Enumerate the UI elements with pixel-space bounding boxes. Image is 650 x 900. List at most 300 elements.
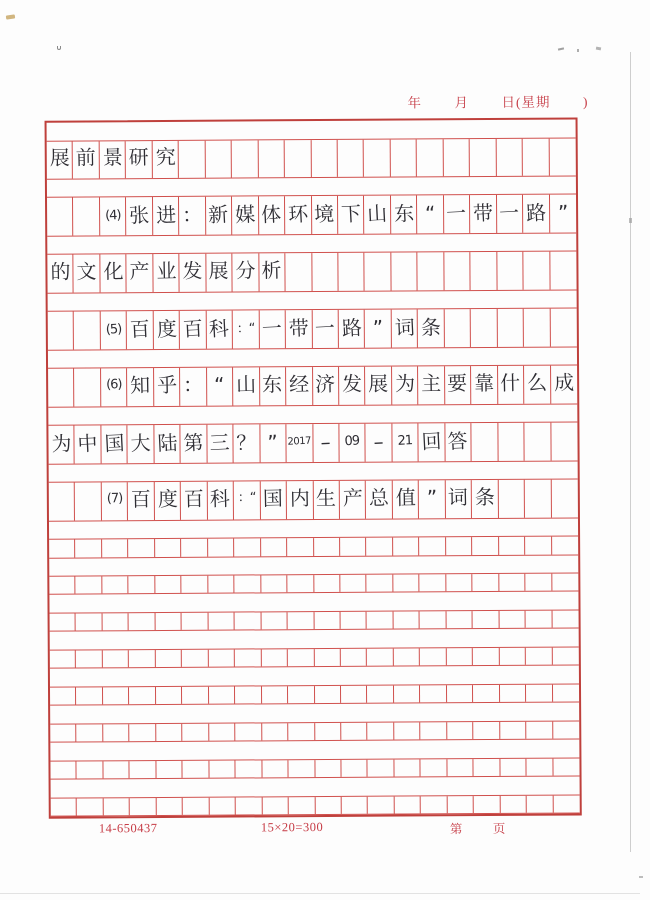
grid-cell xyxy=(101,368,128,406)
grid-cell xyxy=(74,312,101,350)
grid-cell xyxy=(288,649,315,667)
grid-cell xyxy=(286,310,313,348)
grid-cell xyxy=(498,423,525,461)
grid-cell xyxy=(527,795,554,813)
grid-cell xyxy=(445,366,472,404)
handwriting-char: 总 xyxy=(368,485,390,510)
grid-cell xyxy=(471,366,498,404)
grid-cell xyxy=(417,196,444,234)
handwriting-char: 一 xyxy=(446,200,468,226)
grid-cell xyxy=(497,195,524,233)
grid-cell xyxy=(392,367,419,405)
grid-cell xyxy=(156,761,183,779)
grid-cell xyxy=(523,138,550,176)
grid-cell xyxy=(421,759,448,777)
grid-cell xyxy=(183,797,210,815)
grid-cell xyxy=(236,797,263,815)
grid-cell xyxy=(155,539,182,557)
grid-cell xyxy=(181,482,208,520)
grid-cell xyxy=(153,197,180,235)
grid-cell xyxy=(259,311,286,349)
grid-cell xyxy=(314,538,341,556)
grid-cell xyxy=(473,611,500,629)
grid-cell xyxy=(182,723,209,741)
grid-cell xyxy=(77,761,104,779)
grid-cell xyxy=(234,482,261,520)
grid-cell xyxy=(417,139,444,177)
grid-cell xyxy=(130,761,157,779)
handwriting-char: 东 xyxy=(262,372,283,397)
grid-row xyxy=(47,194,576,237)
grid-cell xyxy=(261,612,288,630)
grid-cell xyxy=(368,796,395,814)
grid-cell xyxy=(471,252,498,290)
grid-cell xyxy=(394,722,421,740)
grid-cell xyxy=(395,796,422,814)
handwriting-char: 成 xyxy=(553,370,575,395)
grid-cell xyxy=(154,425,181,463)
grid-cell xyxy=(338,253,365,291)
grid-cell xyxy=(104,798,131,816)
grid-cell xyxy=(447,759,474,777)
handwriting-char: 前 xyxy=(75,145,97,170)
grid-cell xyxy=(74,369,101,407)
grid-cell xyxy=(340,538,367,556)
grid-cell xyxy=(314,686,341,704)
handwriting-char: 国 xyxy=(103,430,125,456)
handwriting-char: 的 xyxy=(49,259,71,284)
grid-cell xyxy=(50,687,77,705)
grid-cell xyxy=(311,139,338,177)
grid-cell xyxy=(367,648,394,666)
grid-cell xyxy=(500,685,527,703)
grid-cell xyxy=(364,139,391,177)
grid-cell xyxy=(421,796,448,814)
grid-cell xyxy=(209,760,236,778)
grid-cell xyxy=(179,140,206,178)
grid-cell xyxy=(288,612,315,630)
grid-cell xyxy=(551,366,578,404)
grid-cell xyxy=(420,574,447,592)
grid-cell xyxy=(420,611,447,629)
grid-cell xyxy=(393,537,420,555)
grid-cell xyxy=(207,425,234,463)
handwriting-char: 乎 xyxy=(156,372,177,398)
grid-cell xyxy=(447,685,474,703)
grid-cell xyxy=(76,576,103,594)
grid-cell xyxy=(154,368,181,406)
grid-cell xyxy=(234,538,261,556)
grid-cell xyxy=(314,575,341,593)
grid-cell xyxy=(552,610,579,628)
grid-cell xyxy=(340,575,367,593)
grid-cell xyxy=(48,369,75,407)
handwriting-char: 一 xyxy=(498,200,521,226)
grid-cell xyxy=(285,197,312,235)
grid-cell xyxy=(100,198,127,236)
grid-cell xyxy=(47,255,74,293)
handwriting-char: 路 xyxy=(340,315,363,341)
handwriting-char: 为 xyxy=(394,371,415,396)
grid-cell xyxy=(208,649,235,667)
grid-row xyxy=(47,137,576,180)
grid-cell xyxy=(341,722,368,740)
grid-cell xyxy=(130,724,157,742)
grid-cell xyxy=(101,312,128,350)
grid-cell xyxy=(313,424,340,462)
grid-cell xyxy=(553,684,580,702)
grid-cell xyxy=(473,722,500,740)
handwriting-char: 要 xyxy=(447,370,468,396)
grid-cell xyxy=(420,648,447,666)
grid-cell xyxy=(233,368,260,406)
page-number-suffix: 页 xyxy=(492,821,506,836)
grid-cell xyxy=(470,138,497,176)
grid-cell xyxy=(288,723,315,741)
grid-cell xyxy=(394,685,421,703)
grid-cell xyxy=(77,798,104,816)
grid-cell xyxy=(446,574,473,592)
grid-cell xyxy=(446,537,473,555)
handwriting-char: 产 xyxy=(342,485,363,510)
grid-cell xyxy=(260,481,287,519)
grid-cell xyxy=(50,650,77,668)
grid-cell xyxy=(392,310,419,348)
grid-cell xyxy=(76,687,103,705)
grid-cell xyxy=(76,539,103,557)
handwriting-char: 分 xyxy=(235,258,256,283)
handwriting-char: (5) xyxy=(105,321,122,338)
grid-cell xyxy=(315,760,342,778)
grid-cell xyxy=(287,538,314,556)
grid-cell xyxy=(526,721,553,739)
grid-cell xyxy=(209,797,236,815)
grid-cell xyxy=(262,760,289,778)
grid-cell xyxy=(261,649,288,667)
handwriting-char: 张 xyxy=(128,202,150,228)
handwriting-char: 生 xyxy=(315,485,337,511)
handwriting-char: 析 xyxy=(261,258,283,283)
grid-cell xyxy=(526,684,553,702)
handwriting-char: 中 xyxy=(77,430,99,456)
grid-cell xyxy=(499,611,526,629)
grid-cell xyxy=(103,687,130,705)
grid-cell xyxy=(103,724,130,742)
grid-cell xyxy=(472,423,499,461)
handwriting-char: 发 xyxy=(182,258,203,284)
grid-cell xyxy=(206,311,233,349)
grid-cell xyxy=(473,648,500,666)
grid-cell xyxy=(47,198,74,236)
grid-cell xyxy=(447,648,474,666)
handwriting-char: ？ xyxy=(235,429,257,455)
grid-cell xyxy=(207,482,234,520)
grid-cell xyxy=(364,196,391,234)
grid-cell xyxy=(182,650,209,668)
grid-cell xyxy=(499,648,526,666)
grid-cell xyxy=(497,252,524,290)
grid-cell xyxy=(205,140,232,178)
handwriting-char: 济 xyxy=(315,371,336,397)
grid-cell xyxy=(551,480,578,518)
grid-cell xyxy=(313,481,340,519)
date-header-close-paren: ) xyxy=(582,94,589,110)
grid-cell xyxy=(550,252,577,290)
grid-cell xyxy=(445,480,472,518)
grid-cell xyxy=(445,423,472,461)
grid-cell xyxy=(261,575,288,593)
grid-cell xyxy=(126,197,153,235)
date-header-month: 月 xyxy=(454,95,469,111)
grid-cell xyxy=(471,309,498,347)
grid-cell xyxy=(182,613,209,631)
grid-cell xyxy=(259,197,286,235)
handwriting-char: 陆 xyxy=(156,430,178,456)
grid-cell xyxy=(418,310,445,348)
handwriting-char: 新 xyxy=(207,202,230,228)
grid-cell xyxy=(499,537,526,555)
grid-cell xyxy=(235,723,262,741)
grid-cell xyxy=(51,798,78,816)
grid-cell xyxy=(392,424,419,462)
grid-cell xyxy=(50,761,77,779)
grid-row xyxy=(47,251,576,294)
grid-cell xyxy=(129,650,156,668)
handwriting-char: 知 xyxy=(129,372,151,398)
handwriting-char: 展 xyxy=(208,258,230,283)
grid-cell xyxy=(260,424,287,462)
grid-cell xyxy=(549,138,576,176)
grid-cell xyxy=(525,537,552,555)
grid-cell xyxy=(523,252,550,290)
grid-cell xyxy=(102,539,129,557)
grid-cell xyxy=(314,612,341,630)
handwriting-char: ” xyxy=(426,485,438,510)
grid-cell xyxy=(74,255,101,293)
grid-cell xyxy=(312,310,339,348)
handwriting-char: 展 xyxy=(368,371,389,396)
grid-cell xyxy=(153,254,180,292)
manuscript-grid xyxy=(45,117,582,818)
grid-cell xyxy=(393,574,420,592)
grid-cell xyxy=(73,141,100,179)
grid-cell xyxy=(496,138,523,176)
grid-cell xyxy=(473,685,500,703)
grid-cell xyxy=(368,722,395,740)
grid-cell xyxy=(206,197,233,235)
grid-cell xyxy=(340,481,367,519)
grid-cell xyxy=(315,723,342,741)
grid-cell xyxy=(420,685,447,703)
grid-cell xyxy=(341,759,368,777)
handwriting-char: 词 xyxy=(393,315,415,341)
grid-cell xyxy=(498,366,525,404)
grid-cell xyxy=(208,539,235,557)
grid-cell xyxy=(338,196,365,234)
grid-cell xyxy=(500,722,527,740)
grid-cell xyxy=(394,759,421,777)
grid-cell xyxy=(126,141,153,179)
grid-cell xyxy=(103,761,130,779)
grid-cell xyxy=(394,648,421,666)
grid-cell xyxy=(474,759,501,777)
grid-cell xyxy=(209,723,236,741)
grid-cell xyxy=(236,760,263,778)
grid-cell xyxy=(550,195,577,233)
grid-cell xyxy=(418,253,445,291)
handwriting-char: 发 xyxy=(341,371,363,397)
grid-cell xyxy=(527,758,554,776)
grid-cell xyxy=(365,310,392,348)
handwriting-char: 大 xyxy=(130,430,152,456)
grid-cell xyxy=(338,139,365,177)
handwriting-char: 下 xyxy=(340,201,362,227)
grid-cell xyxy=(127,311,154,349)
grid-row xyxy=(48,365,577,408)
grid-cell xyxy=(100,255,127,293)
grid-cell xyxy=(258,140,285,178)
grid-cell xyxy=(102,576,129,594)
handwriting-char: 为 xyxy=(50,431,72,457)
grid-cell xyxy=(128,539,155,557)
grid-cell xyxy=(341,686,368,704)
grid-cell xyxy=(76,650,103,668)
grid-cell xyxy=(262,723,289,741)
grid-cell xyxy=(206,254,233,292)
grid-cell xyxy=(470,195,497,233)
grid-cell xyxy=(499,574,526,592)
handwriting-char: 带 xyxy=(472,200,494,226)
handwriting-char: 度 xyxy=(157,486,178,512)
grid-row xyxy=(48,422,577,465)
paper-stock-code: 14-650437 xyxy=(98,821,158,836)
grid-cell xyxy=(421,722,448,740)
grid-cell xyxy=(209,686,236,704)
handwriting-char: – xyxy=(373,429,385,454)
handwriting-char: 文 xyxy=(76,259,97,284)
grid-cell xyxy=(156,687,183,705)
grid-cell xyxy=(182,687,209,705)
grid-cell xyxy=(100,141,127,179)
handwriting-char: 百 xyxy=(182,316,204,342)
handwriting-char: 2017 xyxy=(287,435,312,448)
handwriting-char: ： xyxy=(182,372,204,397)
grid-cell xyxy=(366,481,393,519)
grid-cell xyxy=(447,796,474,814)
grid-cell xyxy=(500,795,527,813)
grid-cell xyxy=(234,575,261,593)
grid-cell xyxy=(419,480,446,518)
grid-cell xyxy=(285,140,312,178)
grid-cell xyxy=(390,139,417,177)
handwriting-char: 路 xyxy=(525,200,547,226)
handwriting-char: 什 xyxy=(500,370,521,396)
handwriting-char: 进 xyxy=(155,202,177,228)
grid-cell xyxy=(446,611,473,629)
grid-cell xyxy=(391,253,418,291)
grid-cell xyxy=(525,480,552,518)
grid-cell xyxy=(312,253,339,291)
grid-cell xyxy=(498,480,525,518)
handwriting-char: “ xyxy=(424,201,436,226)
grid-cell xyxy=(235,686,262,704)
grid-cell xyxy=(553,795,580,813)
grid-cell xyxy=(102,482,129,520)
grid-cell xyxy=(152,140,179,178)
grid-cell xyxy=(286,367,313,405)
grid-cell xyxy=(472,537,499,555)
grid-cell xyxy=(128,482,155,520)
cell-count-formula: 15×20=300 xyxy=(260,820,324,835)
handwriting-char: ” xyxy=(372,315,384,340)
grid-cell xyxy=(183,760,210,778)
grid-cell xyxy=(73,198,100,236)
grid-cell xyxy=(288,760,315,778)
grid-cell xyxy=(366,538,393,556)
grid-cell xyxy=(286,424,313,462)
grid-cell xyxy=(552,573,579,591)
grid-cell xyxy=(444,309,471,347)
date-header-day-weekday: 日(星期 xyxy=(501,94,551,110)
grid-cell xyxy=(524,366,551,404)
grid-cell xyxy=(233,311,260,349)
grid-cell xyxy=(285,253,312,291)
handwriting-char: 化 xyxy=(102,259,124,284)
grid-cell xyxy=(49,577,76,595)
grid-cell xyxy=(444,252,471,290)
handwriting-char: 科 xyxy=(210,486,231,511)
grid-cell xyxy=(262,686,289,704)
handwriting-char: 一 xyxy=(261,315,283,341)
handwriting-char: (6) xyxy=(105,377,122,393)
handwriting-char: ：“ xyxy=(236,320,255,337)
grid-cell xyxy=(552,647,579,665)
handwriting-char: 体 xyxy=(260,201,283,227)
handwriting-char: 媒 xyxy=(234,202,256,228)
grid-cell xyxy=(497,309,524,347)
handwriting-char: 环 xyxy=(287,201,309,227)
grid-cell xyxy=(314,649,341,667)
grid-cell xyxy=(366,424,393,462)
handwriting-char: 么 xyxy=(526,370,548,395)
grid-cell xyxy=(181,539,208,557)
handwriting-char: (4) xyxy=(104,207,121,224)
grid-cell xyxy=(156,724,183,742)
grid-cell xyxy=(553,721,580,739)
handwriting-char: ” xyxy=(267,429,279,455)
grid-cell xyxy=(101,425,128,463)
handwriting-char: 主 xyxy=(420,371,442,396)
grid-cell xyxy=(339,367,366,405)
grid-cell xyxy=(232,140,259,178)
grid-cell xyxy=(418,367,445,405)
handwriting-char: 靠 xyxy=(473,370,495,396)
handwriting-char: 条 xyxy=(474,484,495,510)
grid-cell xyxy=(77,724,104,742)
handwriting-char: 带 xyxy=(288,315,310,341)
handwriting-char: 山 xyxy=(235,372,257,397)
grid-cell xyxy=(339,310,366,348)
grid-row xyxy=(49,479,578,522)
grid-cell xyxy=(472,574,499,592)
handwriting-char: “ xyxy=(214,372,225,397)
grid-cell xyxy=(443,139,470,177)
grid-cell xyxy=(553,758,580,776)
grid-cell xyxy=(232,254,259,292)
handwriting-char: – xyxy=(320,429,332,455)
handwriting-char: 境 xyxy=(313,201,335,227)
grid-cell xyxy=(500,758,527,776)
